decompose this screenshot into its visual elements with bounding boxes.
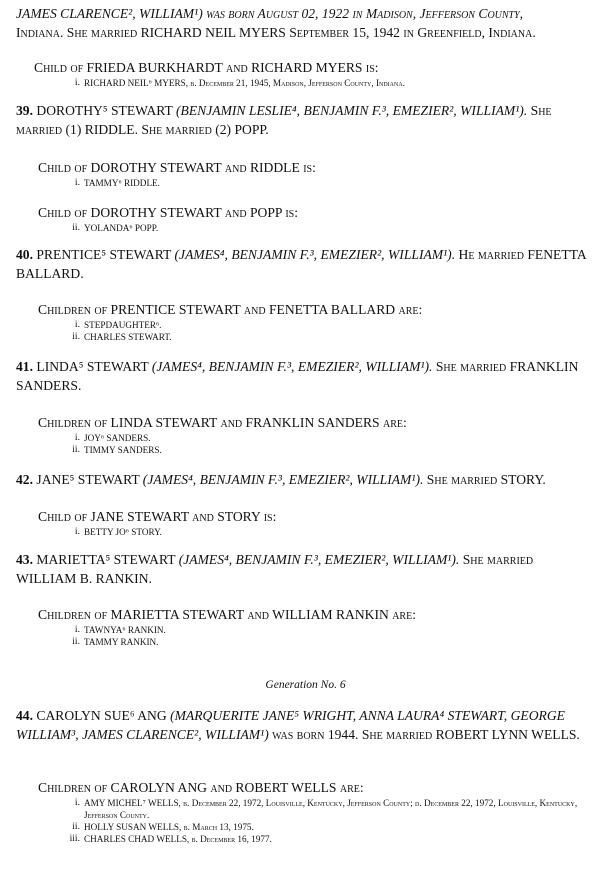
child-group — [0, 778, 611, 845]
children-list — [0, 432, 611, 456]
child-text: TAMMY RANKIN. — [84, 637, 159, 647]
list-item — [0, 331, 611, 343]
list-item — [0, 624, 611, 636]
roman-numeral: i. — [74, 624, 80, 635]
child-text: CHARLES STEWART. — [84, 332, 172, 342]
child-header: Child of FRIEDA BURKHARDT and RICHARD MYERS is: — [34, 60, 379, 75]
entry-name: JANE⁵ STEWART — [36, 472, 140, 487]
entry-number: 42. — [16, 472, 33, 487]
child-header: Children of PRENTICE STEWART and FENETTA BALLARD are: — [38, 302, 423, 317]
list-item — [0, 319, 611, 331]
roman-numeral: i. — [74, 797, 80, 808]
lineage-text: (JAMES⁴, BENJAMIN F.³, EMEZIER², WILLIAM¹). — [151, 359, 433, 374]
children-list — [0, 526, 611, 538]
child-text: JOY⁶ SANDERS. — [84, 433, 151, 443]
child-text: AMY MICHEL⁷ WELLS, b. December 22, 1972, Louisville, Kentucky, Jefferson County; d. December 22, 1972, Louisville, Kentucky, Jefferson County. — [84, 798, 578, 820]
entry-number: 40. — [16, 247, 33, 262]
entry-name: CAROLYN SUE⁶ ANG — [36, 708, 167, 723]
marriage-text: Indiana. She married RICHARD NEIL MYERS September 15, 1942 in Greenfield, Indiana. — [16, 25, 536, 40]
entry-number: 43. — [16, 552, 33, 567]
lineage-text: (MARQUERITE JANE⁵ WRIGHT, ANNA LAURA⁴ STEWART, GEORGE WILLIAM³, JAMES CLARENCE², WILLIAM¹) — [16, 708, 565, 742]
list-item — [0, 444, 611, 456]
child-group — [0, 300, 611, 343]
roman-numeral: ii. — [72, 444, 80, 455]
roman-numeral: ii. — [72, 821, 80, 832]
child-group — [0, 158, 611, 189]
children-list — [0, 77, 611, 89]
child-group — [0, 605, 611, 648]
child-text: TIMMY SANDERS. — [84, 445, 162, 455]
child-text: STEPDAUGHTER⁶. — [84, 320, 162, 330]
child-text: HOLLY SUSAN WELLS, b. March 13, 1975. — [84, 822, 254, 832]
generation-heading: Generation No. 6 — [265, 679, 346, 691]
child-text: CHARLES CHAD WELLS, b. December 16, 1977. — [84, 834, 272, 844]
entry-name: PRENTICE⁵ STEWART — [36, 247, 172, 262]
lineage-text: (JAMES⁴, BENJAMIN F.³, EMEZIER², WILLIAM¹). — [178, 552, 460, 567]
children-list — [0, 177, 611, 189]
entry-39 — [0, 101, 611, 139]
entry-details: was born 1944. She married ROBERT LYNN WELLS. — [272, 727, 580, 742]
list-item — [0, 821, 611, 833]
roman-numeral: ii. — [72, 331, 80, 342]
child-header: Child of DOROTHY STEWART and RIDDLE is: — [38, 160, 316, 175]
continuation-text — [0, 4, 611, 42]
entry-details: She married STORY. — [426, 472, 546, 487]
roman-numeral: ii. — [72, 222, 80, 233]
entry-name: DOROTHY⁵ STEWART — [36, 103, 173, 118]
child-text: BETTY JO⁶ STORY. — [84, 527, 162, 537]
child-header: Child of DOROTHY STEWART and POPP is: — [38, 205, 299, 220]
lineage-text: (JAMES⁴, BENJAMIN F.³, EMEZIER², WILLIAM¹). — [174, 247, 456, 262]
roman-numeral: i. — [74, 77, 80, 88]
roman-numeral: ii. — [72, 636, 80, 647]
child-group — [0, 58, 611, 89]
list-item — [0, 833, 611, 845]
lineage-text: (JAMES⁴, BENJAMIN F.³, EMEZIER², WILLIAM¹). — [142, 472, 424, 487]
lineage-text: (BENJAMIN LESLIE⁴, BENJAMIN F.³, EMEZIER², WILLIAM¹). — [176, 103, 528, 118]
roman-numeral: i. — [74, 432, 80, 443]
children-list — [0, 797, 611, 845]
entry-name: MARIETTA⁵ STEWART — [36, 552, 176, 567]
child-header: Children of LINDA STEWART and FRANKLIN SANDERS are: — [38, 415, 407, 430]
child-text: TAMMY⁶ RIDDLE. — [84, 178, 160, 188]
entry-44 — [0, 706, 611, 744]
child-group — [0, 507, 611, 538]
roman-numeral: i. — [74, 526, 80, 537]
list-item — [0, 177, 611, 189]
list-item — [0, 636, 611, 648]
child-header: Child of JANE STEWART and STORY is: — [38, 509, 277, 524]
lineage-text: JAMES CLARENCE², WILLIAM¹) was born August 02, 1922 in Madison, Jefferson County, — [16, 6, 524, 21]
continuation-entry — [0, 4, 611, 42]
entry-name: LINDA⁵ STEWART — [36, 359, 149, 374]
entry-number: 39. — [16, 103, 33, 118]
list-item — [0, 222, 611, 234]
child-header: Children of CAROLYN ANG and ROBERT WELLS are: — [38, 780, 364, 795]
entry-43 — [0, 550, 611, 588]
entry-40 — [0, 245, 611, 283]
entry-details: She married WILLIAM B. RANKIN. — [16, 552, 534, 586]
entry-number: 44. — [16, 708, 33, 723]
children-list — [0, 319, 611, 343]
children-list — [0, 222, 611, 234]
list-item — [0, 77, 611, 89]
entry-42 — [0, 470, 611, 489]
entry-details: He married FENETTA BALLARD. — [16, 247, 586, 281]
child-group — [0, 413, 611, 456]
entry-details: She married FRANKLIN SANDERS. — [16, 359, 579, 393]
roman-numeral: i. — [74, 177, 80, 188]
list-item — [0, 432, 611, 444]
children-list — [0, 624, 611, 648]
child-text: TAWNYA⁶ RANKIN. — [84, 625, 166, 635]
list-item — [0, 526, 611, 538]
entry-details: She married (1) RIDDLE. She married (2) POPP. — [16, 103, 552, 137]
child-text: YOLANDA⁶ POPP. — [84, 223, 159, 233]
child-header: Children of MARIETTA STEWART and WILLIAM RANKIN are: — [38, 607, 416, 622]
entry-41 — [0, 357, 611, 395]
child-group — [0, 203, 611, 234]
roman-numeral: i. — [74, 319, 80, 330]
roman-numeral: iii. — [69, 833, 80, 844]
child-text: RICHARD NEIL⁶ MYERS, b. December 21, 1945, Madison, Jefferson County, Indiana. — [84, 78, 405, 88]
list-item — [0, 797, 611, 821]
entry-number: 41. — [16, 359, 33, 374]
